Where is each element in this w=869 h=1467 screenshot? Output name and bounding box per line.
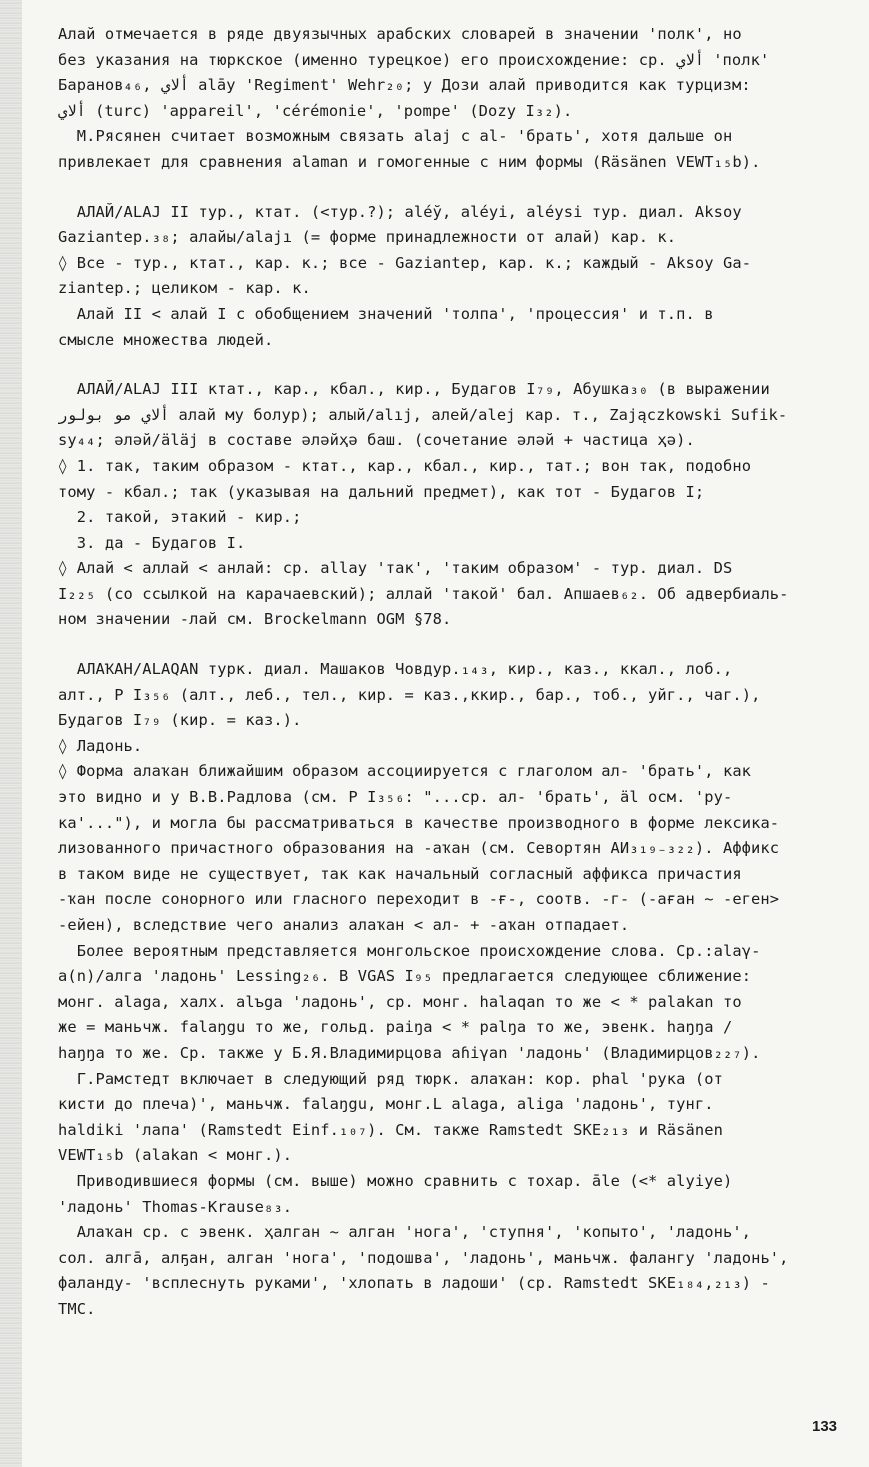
text-line: смысле множества людей. <box>58 330 274 349</box>
text-line: ◊ Все - тур., ктат., кар. к.; все - Gaziantep, кар. к.; каждый - Aksoy Ga- <box>58 253 752 272</box>
entry-alaj-2 <box>58 200 848 354</box>
text-line: 'ладонь' Thomas-Krause₈₃. <box>58 1197 293 1216</box>
text-line: М.Рясянен считает возможным связать alaj с al- 'брать', хотя дальше он <box>58 127 733 146</box>
text-line: фаланду- 'всплеснуть руками', 'хлопать в ладоши' (ср. Ramstedt SKE₁₈₄,₂₁₃) - <box>58 1274 770 1293</box>
text-line: haŋŋa то же. Ср. также у Б.Я.Владимирцова aɦiγan 'ладонь' (Владимирцов₂₂₇). <box>58 1043 761 1062</box>
text-line: -ейен), вследствие чего анализ алаҡан < ал- + -аҡан отпадает. <box>58 916 630 934</box>
scan-edge-artifact <box>0 0 22 1467</box>
text-line: АЛАЙ/ALAJ II тур., ктат. (<тур.?); aléў, aléyi, aléysi тур. диал. Aksoy <box>58 202 742 221</box>
text-line: ◊ Алай < аллай < анлай: ср. allay 'так', 'таким образом' - тур. диал. DS <box>58 559 733 578</box>
text-line: ◊ Форма алаҡан ближайшим образом ассоциируется с глаголом ал- 'брать', как <box>58 762 752 781</box>
text-line: Приводившиеся формы (см. выше) можно сравнить с тохар. āle (<* alyiye) <box>58 1171 733 1190</box>
text-line: sy₄₄; әләй/äläj в составе әләйҳә баш. (сочетание әләй + частица ҳә). <box>58 431 695 450</box>
dictionary-page <box>58 22 848 1323</box>
text-line: ziantep.; целиком - кар. к. <box>58 279 311 298</box>
text-line: Более вероятным представляется монгольское происхождение слова. Ср.:alaγ- <box>58 941 761 960</box>
text-line: лизованного причастного образования на -аҡан (см. Севортян АИ₃₁₉₋₃₂₂). Аффикс <box>58 839 780 858</box>
text-line: без указания на тюркское (именно турецкое) его происхождение: ср. ألاي 'полк' <box>58 50 770 69</box>
text-line: АЛАҠАН/ALAQAN турк. диал. Машаков Човдур.₁₄₃, кир., каз., ккал., лоб., <box>58 660 733 679</box>
text-line: ◊ Ладонь. <box>58 736 143 755</box>
text-line: haldiki 'лапа' (Ramstedt Einf.₁₀₇). См. также Ramstedt SKE₂₁₃ и Räsänen <box>58 1120 723 1139</box>
text-line: Алай II < алай I с обобщением значений 'толпа', 'процессия' и т.п. в <box>58 304 714 323</box>
text-line: алт., Р I₃₅₆ (алт., леб., тел., кир. = каз.,ккир., бар., тоб., уйг., чаг.), <box>58 685 761 704</box>
text-line: кисти до плеча)', маньчж. falaŋgu, монг.L alaga, aliga 'ладонь', тунг. <box>58 1095 714 1114</box>
text-line: Алаҡан ср. с эвенк. ҳалган ~ алган 'нога', 'ступня', 'копыто', 'ладонь', <box>58 1223 752 1242</box>
entry-alaj-3 <box>58 377 848 633</box>
text-line: ТМС. <box>58 1299 96 1318</box>
entry-spacer <box>58 353 848 377</box>
text-line: a(n)/алга 'ладонь' Lessing₂₆. В VGAS I₉₅ предлагается следующее сближение: <box>58 967 752 986</box>
text-line: 3. да - Будагов I. <box>58 533 246 552</box>
entry-spacer <box>58 176 848 200</box>
text-line: ألاي (turc) 'appareil', 'cérémonie', 'pompe' (Dozy I₃₂). <box>58 101 573 120</box>
text-line: АЛАЙ/ALAJ III ктат., кар., кбал., кир., Будагов I₇₉, Абушка₃₀ (в выражении <box>58 380 770 399</box>
text-line: Алай отмечается в ряде двуязычных арабских словарей в значении 'полк', но <box>58 25 742 43</box>
page-number: 133 <box>812 1418 838 1435</box>
text-line: монг. alaga, халх. alъga 'ладонь', ср. монг. halaqan то же < * palakan то <box>58 992 742 1011</box>
text-line: VEWT₁₅b (alakan < монг.). <box>58 1146 293 1165</box>
text-line: ألاي مو بولور алай му болур); алый/alıj, алей/alej кар. т., Zajączkowski Sufik- <box>58 405 788 424</box>
text-line: ка'..."), и могла бы рассматриваться в качестве производного в форме лексика- <box>58 813 780 832</box>
text-line: Будагов I₇₉ (кир. = каз.). <box>58 711 302 730</box>
text-line: в таком виде не существует, так как начальный согласный аффикса причастия <box>58 864 742 883</box>
text-line: привлекает для сравнения alaman и гомогенные с ним формы (Räsänen VEWT₁₅b). <box>58 152 761 171</box>
text-line: Gaziantep.₃₈; алайы/alajı (= форме принадлежности от алай) кар. к. <box>58 228 677 247</box>
text-line: ном значении -лай см. Brockelmann OGM §78. <box>58 610 452 629</box>
text-line: это видно и у В.В.Радлова (см. Р I₃₅₆: "...ср. ал- 'брать', äl осм. 'ру- <box>58 788 733 807</box>
text-line: Г.Рамстедт включает в следующий ряд тюрк. алаҡан: кор. phal 'рука (от <box>58 1069 723 1088</box>
text-line: же = маньчж. falaŋgu то же, гольд. paiŋa < * palŋa то же, эвенк. haŋŋa / <box>58 1018 733 1037</box>
text-line: Баранов₄₆, ألاي alāy 'Regiment' Wehr₂₀; у Дози алай приводится как турцизм: <box>58 76 751 95</box>
text-line: ◊ 1. так, таким образом - ктат., кар., кбал., кир., тат.; вон так, подобно <box>58 456 752 475</box>
text-line: I₂₂₅ (со ссылкой на карачаевский); аллай 'такой' бал. Апшаев₆₂. Об адвербиаль- <box>58 584 789 603</box>
text-line: тому - кбал.; так (указывая на дальний предмет), как тот - Будагов I; <box>58 482 705 501</box>
entry-spacer <box>58 633 848 657</box>
text-line: 2. такой, этакий - кир.; <box>58 508 302 527</box>
text-line: сол. алгā, алҕан, алган 'нога', 'подошва', 'ладонь', маньчж. фалангу 'ладонь', <box>58 1248 789 1267</box>
entry-alaj-note <box>58 22 848 176</box>
entry-alaqan <box>58 657 848 1322</box>
text-line: -ҡан после сонорного или гласного переходит в -ғ-, соотв. -г- (-аған ~ -еген> <box>58 890 780 909</box>
